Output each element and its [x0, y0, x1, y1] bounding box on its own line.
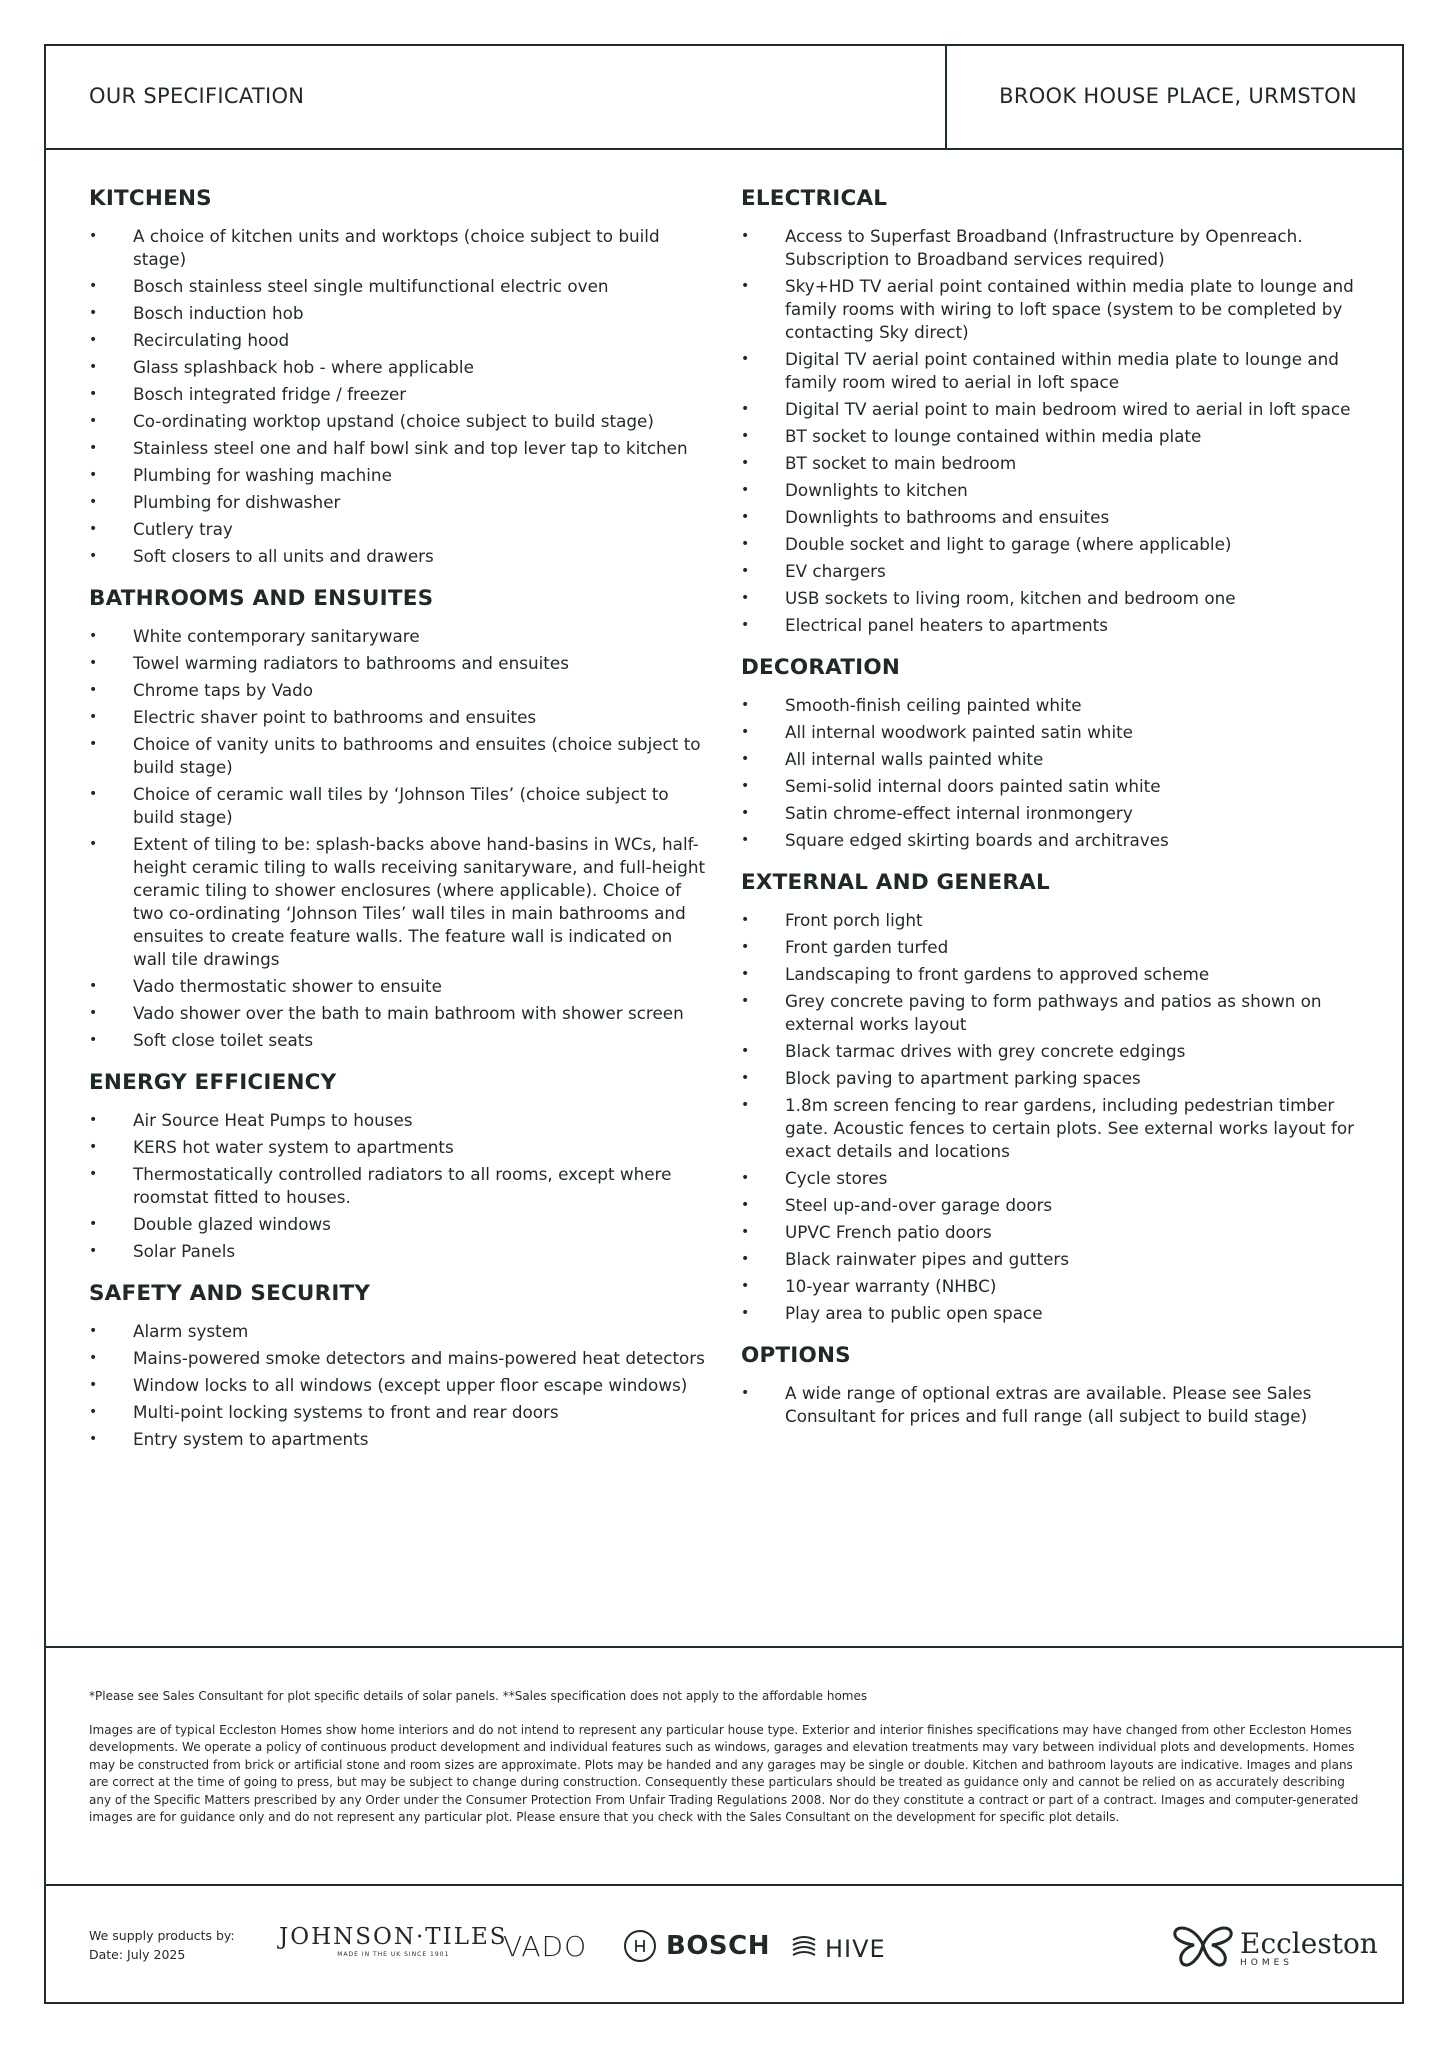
spec-item: • Bosch stainless steel single multifunctional electric oven [89, 275, 709, 298]
spec-item: • Digital TV aerial point to main bedroom wired to aerial in loft space [741, 398, 1371, 421]
spec-item: • Square edged skirting boards and architraves [741, 829, 1371, 852]
spec-item: • Entry system to apartments [89, 1428, 709, 1451]
bosch-wordmark: BOSCH [666, 1931, 770, 1961]
page-frame [44, 44, 1404, 2004]
spec-item: • Bosch induction hob [89, 302, 709, 325]
spec-item: • Black tarmac drives with grey concrete edgings [741, 1040, 1371, 1063]
section-title: ENERGY EFFICIENCY [89, 1070, 337, 1095]
section-title: EXTERNAL AND GENERAL [741, 870, 1050, 895]
section-title: ELECTRICAL [741, 186, 888, 211]
spec-item: • Towel warming radiators to bathrooms and ensuites [89, 652, 709, 675]
spec-list [89, 1109, 709, 1263]
spec-item: • Soft closers to all units and drawers [89, 545, 709, 568]
spec-item: • Stainless steel one and half bowl sink and top lever tap to kitchen [89, 437, 709, 460]
spec-item: • Double socket and light to garage (where applicable) [741, 533, 1371, 556]
spec-item: • Solar Panels [89, 1240, 709, 1263]
spec-list [741, 1382, 1371, 1428]
spec-list [741, 909, 1371, 1325]
spec-item: • Extent of tiling to be: splash-backs above hand-basins in WCs, half-height ceramic tiling to walls receiving sanitaryware, and full-height ceramic tiling to shower enclosures (where applicable). Choice of two co-ordinating ‘Johnson Tiles’ wall tiles in main bathrooms and ensuites to create feature walls. The feature wall is indicated on wall tile drawings [89, 833, 709, 971]
supply-label: We supply products by: [89, 1928, 235, 1943]
spec-list [89, 1320, 709, 1451]
spec-section [741, 186, 1371, 637]
spec-item: • Downlights to kitchen [741, 479, 1371, 502]
spec-item: • Soft close toilet seats [89, 1029, 709, 1052]
development-name: BROOK HOUSE PLACE, URMSTON [999, 84, 1357, 108]
footer-notes [46, 1646, 1402, 1886]
spec-item: • Cycle stores [741, 1167, 1371, 1190]
section-title: SAFETY AND SECURITY [89, 1281, 371, 1306]
spec-item: • Multi-point locking systems to front and rear doors [89, 1401, 709, 1424]
johnson-tiles-wordmark: JOHNSON·TILES [279, 1924, 508, 1950]
spec-item: • Digital TV aerial point contained within media plate to lounge and family room wired to aerial in loft space [741, 348, 1371, 394]
eccleston-butterfly-icon [1172, 1920, 1234, 1974]
spec-item: • UPVC French patio doors [741, 1221, 1371, 1244]
spec-list [741, 225, 1371, 637]
spec-item: • Grey concrete paving to form pathways and patios as shown on external works layout [741, 990, 1371, 1036]
spec-item: • Air Source Heat Pumps to houses [89, 1109, 709, 1132]
spec-item: • Thermostatically controlled radiators to all rooms, except where roomstat fitted to houses. [89, 1163, 709, 1209]
spec-item: • Window locks to all windows (except upper floor escape windows) [89, 1374, 709, 1397]
spec-item: • Front porch light [741, 909, 1371, 932]
spec-item: • Recirculating hood [89, 329, 709, 352]
section-title: DECORATION [741, 655, 901, 680]
vado-logo [503, 1930, 587, 1963]
hive-logo [789, 1932, 886, 1966]
spec-item: • Plumbing for washing machine [89, 464, 709, 487]
spec-item: • Plumbing for dishwasher [89, 491, 709, 514]
section-title: KITCHENS [89, 186, 212, 211]
spec-item: • USB sockets to living room, kitchen and bedroom one [741, 587, 1371, 610]
spec-item: • BT socket to lounge contained within media plate [741, 425, 1371, 448]
spec-item: • Vado thermostatic shower to ensuite [89, 975, 709, 998]
spec-item: • Landscaping to front gardens to approved scheme [741, 963, 1371, 986]
spec-item: • All internal woodwork painted satin white [741, 721, 1371, 744]
spec-item: • Access to Superfast Broadband (Infrastructure by Openreach. Subscription to Broadband services required) [741, 225, 1371, 271]
spec-item: • Choice of vanity units to bathrooms and ensuites (choice subject to build stage) [89, 733, 709, 779]
spec-item: • Semi-solid internal doors painted satin white [741, 775, 1371, 798]
spec-item: • All internal walls painted white [741, 748, 1371, 771]
spec-item: • Choice of ceramic wall tiles by ‘Johnson Tiles’ (choice subject to build stage) [89, 783, 709, 829]
eccleston-homes-logo [1172, 1920, 1378, 1974]
spec-item: • A wide range of optional extras are available. Please see Sales Consultant for prices and full range (all subject to build stage) [741, 1382, 1371, 1428]
spec-item: • Front garden turfed [741, 936, 1371, 959]
spec-item: • EV chargers [741, 560, 1371, 583]
spec-item: • Co-ordinating worktop upstand (choice subject to build stage) [89, 410, 709, 433]
spec-item: • Mains-powered smoke detectors and mains-powered heat detectors [89, 1347, 709, 1370]
vado-wordmark: VADO [503, 1930, 588, 1963]
spec-item: • Satin chrome-effect internal ironmongery [741, 802, 1371, 825]
spec-list [741, 694, 1371, 852]
spec-list [89, 225, 709, 568]
spec-section [741, 870, 1371, 1325]
spec-item: • 10-year warranty (NHBC) [741, 1275, 1371, 1298]
spec-item: • Downlights to bathrooms and ensuites [741, 506, 1371, 529]
spec-section [89, 586, 709, 1052]
spec-item: • Double glazed windows [89, 1213, 709, 1236]
brand-row [46, 1886, 1402, 2004]
spec-section [89, 1281, 709, 1451]
spec-item: • Glass splashback hob - where applicable [89, 356, 709, 379]
spec-item: • Play area to public open space [741, 1302, 1371, 1325]
spec-section [89, 1070, 709, 1263]
spec-item: • A choice of kitchen units and worktops (choice subject to build stage) [89, 225, 709, 271]
spec-item: • Alarm system [89, 1320, 709, 1343]
spec-item: • Smooth-finish ceiling painted white [741, 694, 1371, 717]
hive-wordmark: HIVE [825, 1935, 886, 1963]
spec-item: • Block paving to apartment parking spaces [741, 1067, 1371, 1090]
spec-item: • KERS hot water system to apartments [89, 1136, 709, 1159]
spec-item: • Steel up-and-over garage doors [741, 1194, 1371, 1217]
spec-item: • Black rainwater pipes and gutters [741, 1248, 1371, 1271]
eccleston-wordmark: Eccleston [1240, 1926, 1378, 1960]
right-column [741, 186, 1371, 1446]
bosch-armature-icon [624, 1930, 656, 1962]
spec-section [89, 186, 709, 568]
date-label: Date: July 2025 [89, 1947, 186, 1962]
hive-hexagon-icon [789, 1932, 819, 1966]
supply-info [89, 1926, 235, 1964]
johnson-tiles-tagline: MADE IN THE UK SINCE 1901 [337, 1951, 450, 1958]
footnote-solar: *Please see Sales Consultant for plot specific details of solar panels. **Sales specification does not apply to the affordable homes [89, 1689, 868, 1703]
disclaimer-text: Images are of typical Eccleston Homes show home interiors and do not intend to represent any particular house type. Exterior and interior finishes specifications may have changed from other Eccleston Homes developments. We operate a policy of continuous product development and individual features such as windows, garages and elevation treatments may vary between individual plots and developments. Homes may be constructed from brick or artificial stone and room sizes are approximate. Plots may be handed and any garages may be single or double. Kitchen and bathroom layouts are indicative. Images and plans are correct at the time of going to press, but may be subject to change during construction. Consequently these particulars should be treated as guidance only and cannot be relied on as accurately describing any of the Specific Matters prescribed by any Order under the Consumer Protection From Unfair Trading Regulations 2008. Nor do they constitute a contract or part of a contract. Images and computer-generated images are for guidance only and do not represent any particular plot. Please ensure that you check with the Sales Consultant on the development for specific plot details. [89, 1723, 1359, 1825]
page-header [46, 46, 1402, 150]
spec-list [89, 625, 709, 1052]
eccleston-homes-label: HOMES [1240, 1957, 1294, 1968]
spec-item: • BT socket to main bedroom [741, 452, 1371, 475]
spec-item: • Electrical panel heaters to apartments [741, 614, 1371, 637]
section-title: BATHROOMS AND ENSUITES [89, 586, 434, 611]
spec-section [741, 655, 1371, 852]
spec-item: • White contemporary sanitaryware [89, 625, 709, 648]
spec-item: • Bosch integrated fridge / freezer [89, 383, 709, 406]
header-divider [945, 46, 947, 148]
spec-item: • Vado shower over the bath to main bathroom with shower screen [89, 1002, 709, 1025]
spec-item: • 1.8m screen fencing to rear gardens, including pedestrian timber gate. Acoustic fences to certain plots. See external works layout for exact details and locations [741, 1094, 1371, 1163]
spec-item: • Cutlery tray [89, 518, 709, 541]
johnson-tiles-logo [279, 1924, 508, 1958]
spec-item: • Chrome taps by Vado [89, 679, 709, 702]
page-title: OUR SPECIFICATION [89, 84, 305, 108]
spec-item: • Sky+HD TV aerial point contained within media plate to lounge and family rooms with wiring to loft space (system to be completed by contacting Sky direct) [741, 275, 1371, 344]
spec-section [741, 1343, 1371, 1428]
bosch-logo [624, 1930, 770, 1962]
spec-item: • Electric shaver point to bathrooms and ensuites [89, 706, 709, 729]
left-column [89, 186, 709, 1469]
section-title: OPTIONS [741, 1343, 851, 1368]
